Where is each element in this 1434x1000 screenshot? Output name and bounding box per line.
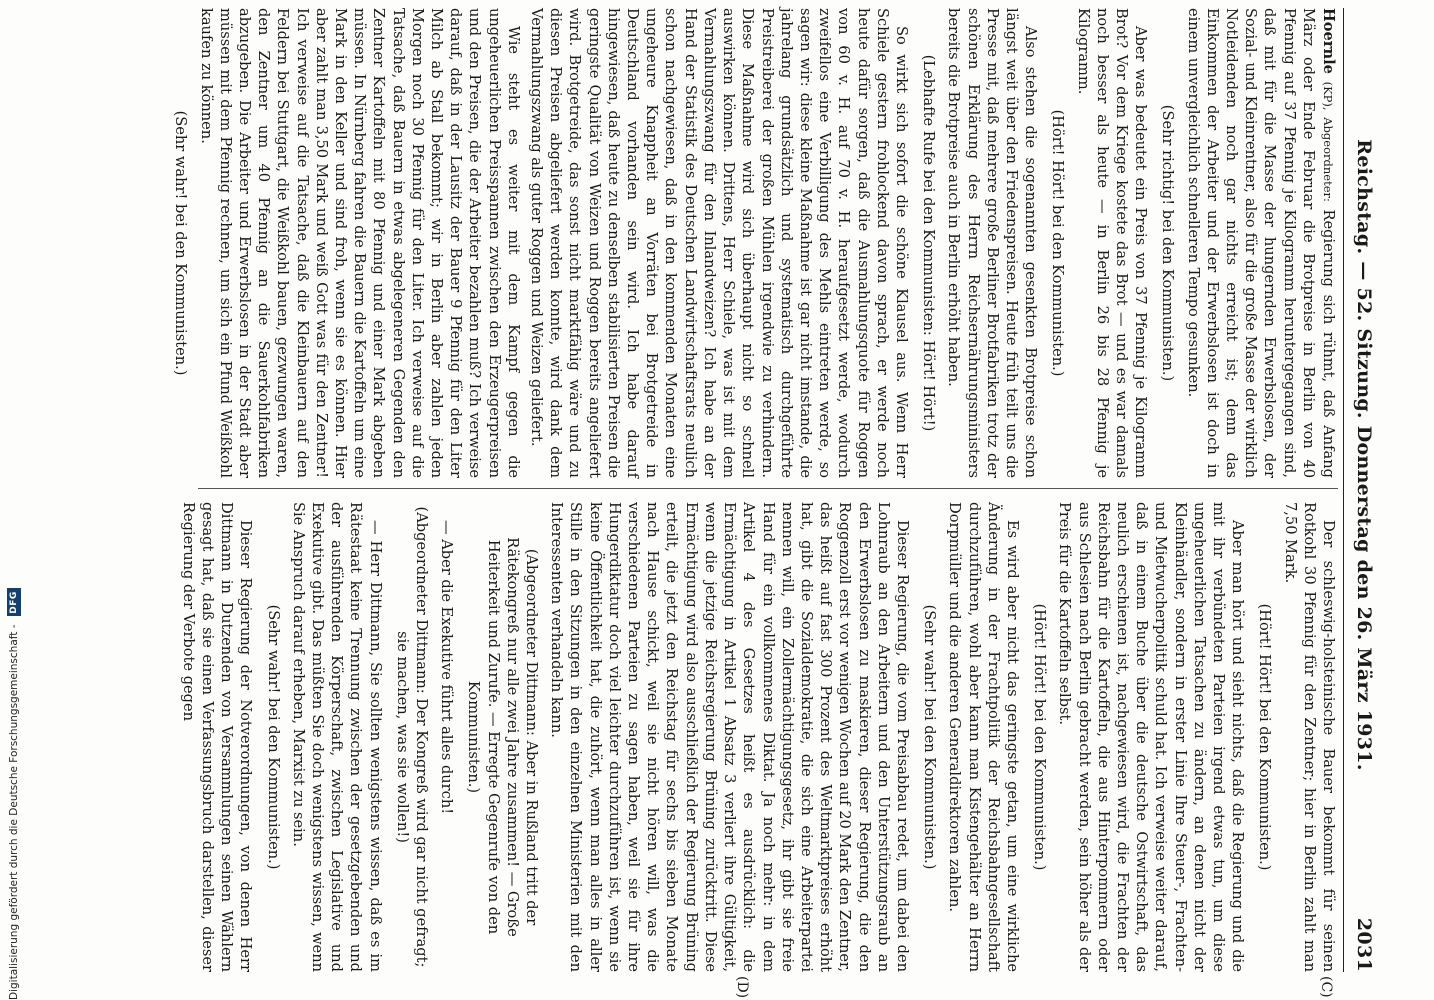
paragraph: Dieser Regierung, die vom Preisabbau redet, um dabei den Lohnraub an den Arbeitern und den Unterstützungsraub an den Erwerbslosen zu maskieren, dieser Regierung, die den Roggenzoll erst vor wenigen Wochen auf 20 Mark den Zentner, das heißt auf fast 300 Prozent des Weltmarktpreises erhöht hat, gibt die Sozialdemokratie, die sich eine Arbeiterpartei nennen will, ein Zollermächtigungsgesetz, ihr gibt sie freie Hand für ein vollkommenes Diktat. Ja noch mehr: in dem Artikel 4 des Gesetzes heißt es ausdrücklich: die Ermächtigung in Artikel 1 Absatz 3 verliert ihre Gültigkeit, wenn die jetzige Reichsregierung Brüning zurücktritt. Diese Ermächtigung wird also ausschließlich der Regierung Brüning erteilt, die jetzt den Reichstag für sechs bis sieben Monate nach Hause schickt, weil sie nicht hören will, was die verschiedenen Parteien zu sagen haben, weil sie für ihre Hungerdiktatur doch viel leichter durchzuführen ist, wenn sie keine Öffentlichkeit hat, die zuhört, wenn man alles in aller Stille in den Sitzungen in den einzelnen Ministerien mit den Interessenten verhandeln kann. bbox=[548, 502, 911, 972]
paragraph: Dieser Regierung der Notverordnungen, von denen Herr Dittmann in Dutzenden von Versammlungen seinen Wählern gesagt hat, daß sie einen Verfassungsbruch darstellen, dieser Regierung der Verbote gegen bbox=[179, 502, 255, 972]
paragraph: Es wird aber nicht das geringste getan, um eine wirkliche Änderung in der Frachtpolitik der Reichsbahngesellschaft durchzuführen, wohl aber kann man Kistengehälter an Herrn Dorpmüller und die anderen Generaldirektoren zahlen. bbox=[946, 502, 1021, 972]
dfg-logo-icon: DFG bbox=[7, 588, 21, 616]
paragraph: — Aber die Exekutive führt alles durch! bbox=[438, 520, 456, 815]
paragraph bbox=[1183, 8, 1338, 478]
rotated-page-content bbox=[170, 0, 1390, 999]
paragraph: — Herr Dittmann, Sie sollten wenigstens wissen, daß es im Rätestaat keine Trennung zwischen der gesetzgebenden und der ausführenden Körperschaft, zwischen Legislative und Exekutive gibt. Das müßten Sie doch wenigstens wissen, wenn Sie Anspruch darauf erheben, Marxist zu sein. bbox=[289, 502, 384, 972]
interjection: (Sehr wahr! bei den Kommunisten.) bbox=[921, 604, 939, 870]
digitization-credit bbox=[2, 0, 26, 1000]
paragraph: Der schleswig-holsteinische Bauer bekommt für seinen Rotkohl 30 Pfennig für den Zentner; hier in Berlin zahlt man 7,50 Mark. bbox=[1281, 502, 1337, 972]
interjection: (Hört! Hört! bei den Kommunisten.) bbox=[1049, 109, 1067, 377]
interjection: (Sehr wahr! bei den Kommunisten.) bbox=[172, 110, 190, 376]
paragraph: Also stehen die sogenannten gesenkten Brotpreise schon längst weit über den Friedenspreisen. Heute früh teilt uns die Presse mit, daß mehrere große Berliner Brotfabriken trotz der schönen Erklärung des Herrn Reichsernährungsministers bereits die Brotpreise auch in Berlin erhöht haben. bbox=[945, 8, 1040, 478]
interjection: (Lebhafte Rufe bei den Kommunisten: Hört! Hört!) bbox=[920, 54, 938, 432]
interjection: (Sehr richtig! bei den Kommunisten.) bbox=[1159, 104, 1177, 382]
paragraph: Aber man hört und sieht nichts, daß die Regierung und die mit ihr verbündeten Parteien irgend etwas tun, um diese ungeheuerlichen Tatsachen zu ändern, an denen nicht der Kleinhändler, sondern in erster Linie Ihre Steuer-, Frachten- und Mietwucherpolitik schuld hat. Ich verweise weiter darauf, daß in einem Buche über die deutsche Ostwirtschaft, das neulich erschienen ist, nachgewiesen wird, die Frachten der Reichsbahn für die Kartoffeln, die aus Hinterpommern oder aus Schlesien nach Berlin gebracht werden, sein höher als der Preis für die Kartoffeln selbst. bbox=[1056, 502, 1247, 972]
header-title: Reichstag. — 52. Sitzung. Donnerstag den 26. März 1931. bbox=[1353, 139, 1375, 771]
interjection: (Hört! Hört! bei den Kommunisten.) bbox=[1031, 603, 1049, 871]
paragraph-text: Regierung sich rühmt, daß Anfang März oder Ende Februar die Brotpreise in Berlin von 40 Pfennig auf 37 Pfennig je Kilogramm heruntergegangen sind, daß mit für die Masse der hungernden Erwerbslosen, der Sozial- und Kleinrentner, also für die große Masse der wirklich Notleidenden noch gar nichts erreicht ist; denn das Einkommen der Arbeiter und der Erwerbslosen ist doch in einem unvergleichlich schnelleren Tempo gesunken. bbox=[1184, 8, 1337, 478]
paragraph: Wie steht es weiter mit dem Kampf gegen die ungeheuerlichen Preisspannen zwischen den Erzeugerpreisen und den Preisen, die der Arbeiter bezahlen muß? Ich verweise darauf, daß in der Lausitz der Bauer 9 Pfennig für den Liter Milch ab Stall bekommt; wir in Berlin aber zahlen jeden Morgen noch 30 Pfennig für den Liter. Ich verweise auf die Tatsache, daß Bauern in etwas abgelegeneren Gegenden den Zentner Kartoffeln mit 80 Pfennig und einer Mark abgeben müssen. In Nürnberg fahren die Bauern die Kartoffeln um eine Mark in den Keller und sind froh, wenn sie es können. Hier aber zahlt man 3,50 Mark und weiß Gott was für den Zentner! Ich verweise auf die Tatsache, daß die Kleinbauern auf den Feldern bei Stuttgart, die Weißkohl bauen, gezwungen waren, den Zentner um 40 Pfennig an die Sauerkohlfabriken abzugeben. Die Arbeiter und Erwerbslosen in der Stadt aber müssen mit dem Pfennig rechnen, um sich ein Pfund Weißkohl kaufen zu können. bbox=[197, 8, 522, 478]
interjection: (Hört! Hört! bei den Kommunisten.) bbox=[1256, 603, 1274, 871]
margin-marker-d: (D) bbox=[734, 976, 750, 999]
margin-marker-c: (C) bbox=[1318, 976, 1334, 998]
interjection: (Sehr wahr! bei den Kommunisten.) bbox=[264, 604, 282, 870]
interjection: (Abgeordneter Dittmann: Der Kongreß wird gar nicht gefragt; sie machen, was sie wollen!) bbox=[393, 506, 431, 968]
page-number: 2031 bbox=[1353, 917, 1375, 972]
credit-text: Digitalisierung gefördert durch die Deutsche Forschungsgemeinschaft - bbox=[8, 624, 20, 1000]
paragraph: So wirkt sich sofort die schöne Klausel aus. Wenn Herr Schiele gestern frohlockend davon sprach, er werde noch heute dafür sorgen, daß die Ausmahlungsquote für Roggen von 60 v. H. auf 70 v. H. heraufgesetzt werde, wodurch zweifellos eine Verbilligung des Mehls eintreten werde, so sagen wir: diese kleine Maßnahme ist gar nicht imstande, die jahrelang grundsätzlich und systematisch durchgeführte Preistreiberei der großen Mühlen irgendwie zu verhindern. Diese Maßnahme wird sich überhaupt nicht so schnell auswirken können. Drittens, Herr Schiele, was ist mit dem Vermahlungszwang für den Inlandweizen? Ich habe an der Hand der Statistik des Deutschen Landwirtschaftsrats neulich schon nachgewiesen, daß in den kommenden Monaten eine ungeheure Knappheit an Vorräten bei Brotgetreide in Deutschland vorhanden sein wird. Ich habe darauf hingewiesen, daß heute zu denselben stabilisierten Preisen die geringste Qualität von Weizen und Roggen bereits angeliefert wird. Brotgetreide, das sonst nicht marktfähig wäre und zu diesen Preisen abgeliefert werden konnte, wird dank dem Vermahlungszwang als guter Roggen und Weizen geliefert. bbox=[528, 8, 910, 478]
page-header bbox=[1343, 8, 1384, 972]
interjection: (Abgeordneter Dittmann: Aber in Rußland tritt der Rätekongreß nur alle zwei Jahre zusammen! — Große Heiterkeit und Zurufe. — Erregte Gegenrufe von den Kommunisten.) bbox=[465, 537, 541, 937]
speaker-note: (KP), Abgeordneter: bbox=[1321, 81, 1335, 202]
speaker-name: Hoernle bbox=[1320, 8, 1337, 74]
column-divider bbox=[198, 488, 1338, 489]
left-column bbox=[172, 8, 1338, 478]
paragraph: Aber was bedeutet ein Preis von 37 Pfennig je Kilogramm Brot? Vor dem Kriege kostete das Brot — und es war damals noch besser als heute — in Berlin 26 bis 28 Pfennig je Kilogramm. bbox=[1074, 8, 1150, 478]
right-column bbox=[179, 502, 1338, 972]
